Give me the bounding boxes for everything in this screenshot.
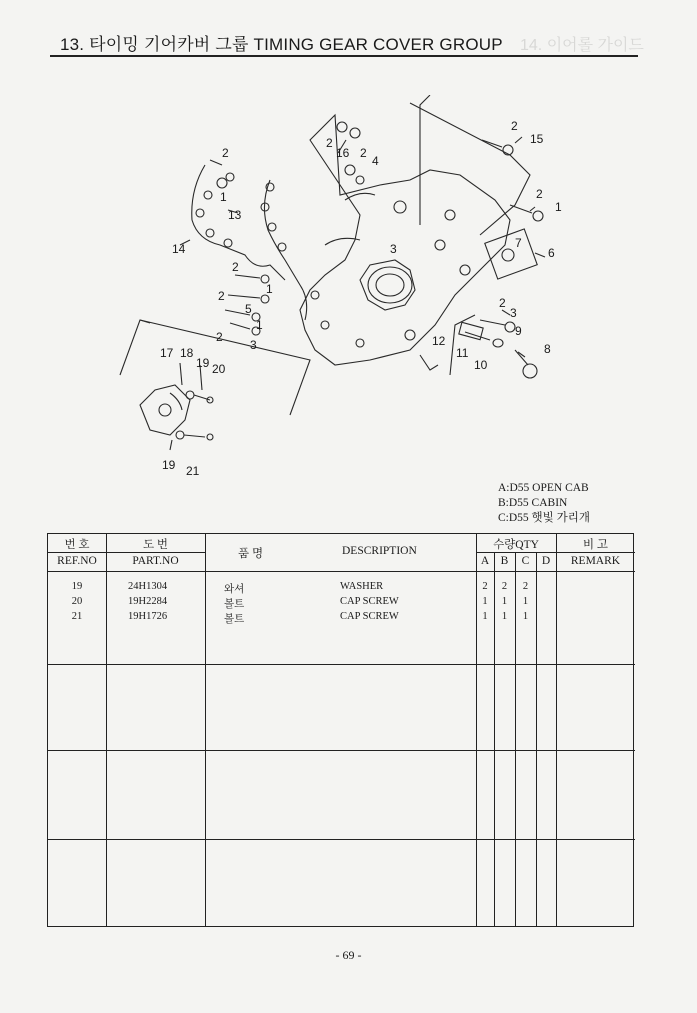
callout-label: 6 bbox=[548, 246, 555, 260]
part-header-kor: 도 번 bbox=[142, 539, 169, 551]
legend-item: C:D55 햇빛 가리개 bbox=[498, 512, 590, 524]
row-group-divider bbox=[48, 839, 635, 840]
column-divider bbox=[515, 552, 516, 926]
row-divider bbox=[476, 552, 635, 553]
part-cell: 19H1726 bbox=[128, 611, 168, 622]
callout-label: 19 bbox=[162, 458, 176, 472]
callout-label: 9 bbox=[515, 324, 522, 338]
column-divider bbox=[494, 552, 495, 926]
callout-label: 10 bbox=[474, 358, 488, 372]
row-group-divider bbox=[48, 664, 635, 665]
description-header: DESCRIPTION bbox=[342, 545, 417, 557]
callout-label: 1 bbox=[266, 282, 273, 296]
qty-b-cell: 2 bbox=[501, 581, 508, 592]
ref-cell: 21 bbox=[71, 611, 83, 622]
legend-item: A:D55 OPEN CAB bbox=[498, 482, 589, 494]
qty-c-cell: 1 bbox=[522, 596, 529, 607]
qty-col-a: A bbox=[480, 555, 490, 567]
kor-name-cell: 와셔 bbox=[224, 584, 245, 595]
callout-label: 2 bbox=[511, 119, 518, 133]
part-header: PART.NO bbox=[132, 555, 179, 567]
page-number: - 69 - bbox=[335, 948, 362, 962]
callout-label: 17 bbox=[160, 346, 174, 360]
qty-b-cell: 1 bbox=[501, 596, 508, 607]
callout-label: 2 bbox=[222, 146, 229, 160]
qty-c-cell: 1 bbox=[522, 611, 529, 622]
callout-label: 1 bbox=[256, 318, 263, 332]
callout-label: 7 bbox=[515, 236, 522, 250]
callout-label: 21 bbox=[186, 464, 200, 478]
part-cell: 19H2284 bbox=[128, 596, 168, 607]
column-divider bbox=[536, 552, 537, 926]
callout-label: 2 bbox=[360, 146, 367, 160]
kor-name-cell: 볼트 bbox=[224, 614, 245, 625]
qty-b-cell: 1 bbox=[501, 611, 508, 622]
qty-col-b: B bbox=[500, 555, 509, 567]
qty-col-c: C bbox=[521, 555, 530, 567]
page-title: 13. 타이밍 기어카버 그룹 TIMING GEAR COVER GROUP bbox=[60, 35, 503, 54]
callout-label: 2 bbox=[536, 187, 543, 201]
callout-label: 2 bbox=[326, 136, 333, 150]
description-cell: CAP SCREW bbox=[340, 611, 399, 622]
column-divider bbox=[205, 534, 206, 926]
kor-name-cell: 볼트 bbox=[224, 599, 245, 610]
callout-label: 2 bbox=[218, 289, 225, 303]
legend-item: B:D55 CABIN bbox=[498, 497, 568, 509]
callout-label: 11 bbox=[456, 346, 469, 360]
qty-header-kor: 수량 bbox=[493, 539, 516, 551]
column-divider bbox=[556, 534, 557, 926]
qty-header-eng: QTY bbox=[515, 539, 539, 551]
callout-label: 3 bbox=[510, 306, 517, 320]
column-divider bbox=[106, 534, 107, 926]
callout-label: 3 bbox=[390, 242, 397, 256]
callout-label: 14 bbox=[172, 242, 186, 256]
callout-label: 13 bbox=[228, 208, 242, 222]
row-group-divider bbox=[48, 750, 635, 751]
callout-label: 8 bbox=[544, 342, 551, 356]
callout-label: 3 bbox=[250, 338, 257, 352]
remark-header: REMARK bbox=[570, 555, 621, 567]
header-divider bbox=[48, 571, 635, 572]
callout-label: 1 bbox=[220, 190, 227, 204]
qty-c-cell: 2 bbox=[522, 581, 529, 592]
row-divider bbox=[48, 552, 205, 553]
qty-a-cell: 2 bbox=[482, 581, 488, 592]
column-divider bbox=[476, 534, 477, 926]
qty-col-d: D bbox=[541, 555, 551, 567]
bleed-through-title: 14. 이어롤 가이드 bbox=[520, 37, 644, 54]
ref-cell: 20 bbox=[71, 596, 83, 607]
callout-label: 20 bbox=[212, 362, 226, 376]
name-header-kor: 품 명 bbox=[238, 548, 264, 560]
title-underline bbox=[50, 55, 638, 57]
callout-label: 12 bbox=[432, 334, 446, 348]
callout-label: 15 bbox=[530, 132, 544, 146]
callout-label: 16 bbox=[336, 146, 350, 160]
qty-header bbox=[476, 536, 556, 552]
ref-header: REF.NO bbox=[57, 555, 97, 567]
callout-label: 2 bbox=[216, 330, 223, 344]
ref-cell: 19 bbox=[71, 581, 83, 592]
remark-header-kor: 비 고 bbox=[582, 539, 609, 551]
ref-header-kor: 번 호 bbox=[64, 539, 90, 551]
qty-a-cell: 1 bbox=[482, 596, 488, 607]
callout-label: 18 bbox=[180, 346, 194, 360]
parts-table bbox=[47, 533, 634, 927]
model-legend bbox=[498, 481, 590, 526]
callout-label: 19 bbox=[196, 356, 210, 370]
callout-label: 5 bbox=[245, 302, 252, 316]
qty-a-cell: 1 bbox=[482, 611, 488, 622]
callout-label: 2 bbox=[499, 296, 506, 310]
callout-label: 2 bbox=[232, 260, 239, 274]
part-cell: 24H1304 bbox=[128, 581, 168, 592]
callout-label: 1 bbox=[555, 200, 562, 214]
description-cell: WASHER bbox=[340, 581, 384, 592]
exploded-parts-diagram bbox=[110, 95, 570, 480]
callout-label: 4 bbox=[372, 154, 379, 168]
description-cell: CAP SCREW bbox=[340, 596, 399, 607]
